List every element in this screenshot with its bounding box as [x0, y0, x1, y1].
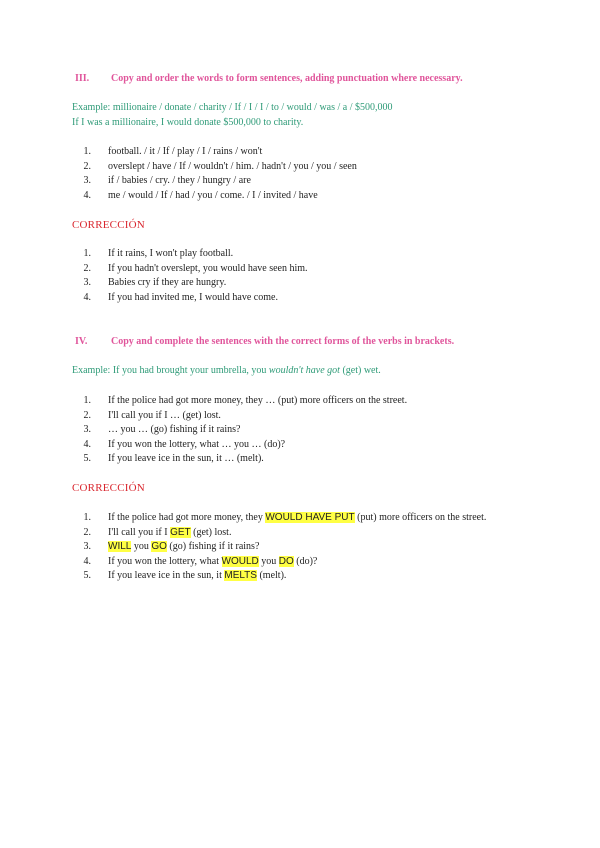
- highlighted-answer: GO: [151, 541, 167, 553]
- list-item: [72, 174, 357, 189]
- list-item-text: overslept / have / If / wouldn't / him. / hadn't / you / you / seen: [108, 160, 357, 172]
- section-3-title: [75, 73, 463, 84]
- answer-text: (go) fishing if it rains?: [166, 541, 260, 553]
- list-item-number: 2.: [83, 160, 91, 172]
- list-item-number: 1.: [83, 248, 91, 259]
- section-4-example: [72, 365, 381, 376]
- section-3-example-prompt: Example: millionaire / donate / charity / If / I / I / to / would / was / a / $500,000: [72, 102, 393, 113]
- answer-text: you: [258, 555, 279, 567]
- list-item-text: … you … (go) fishing if it rains?: [108, 424, 241, 436]
- list-item: [72, 160, 357, 175]
- section-4-example-prefix: Example: If you had brought your umbrella, you: [72, 365, 269, 376]
- list-item-text: if / babies / cry. / they / hungry / are: [108, 175, 251, 187]
- list-item: [72, 247, 308, 262]
- list-item-number: 3.: [83, 277, 91, 289]
- highlighted-answer: MELTS: [224, 570, 257, 582]
- list-item-text: If you won the lottery, what … you … (do)?: [108, 438, 286, 450]
- list-item-number: 2.: [83, 262, 91, 274]
- section-3-correccion-heading: CORRECCIÓN: [72, 219, 145, 231]
- section-3-number: III.: [75, 73, 90, 84]
- list-item: [72, 452, 407, 467]
- highlighted-answer: WILL: [108, 541, 132, 553]
- list-item-text: If you had invited me, I would have come.: [108, 291, 278, 303]
- list-item-number: 3.: [83, 424, 91, 436]
- list-item-number: 2.: [83, 526, 91, 538]
- section-4-example-suffix: (get) wet.: [339, 365, 381, 376]
- list-item: [72, 569, 486, 584]
- list-item-text: If you leave ice in the sun, it … (melt).: [108, 453, 264, 465]
- list-item: [72, 145, 357, 160]
- section-3-instruction: Copy and order the words to form sentences, adding punctuation where necessary.: [111, 73, 463, 84]
- list-item: [72, 189, 357, 204]
- list-item-number: 5.: [83, 453, 91, 465]
- answer-text: If you leave ice in the sun, it: [108, 570, 225, 582]
- list-item: [72, 394, 407, 409]
- list-item-number: 4.: [83, 438, 91, 450]
- answer-text: If you won the lottery, what: [108, 555, 222, 567]
- highlighted-answer: DO: [278, 555, 294, 567]
- list-item-text: If you hadn't overslept, you would have seen him.: [108, 262, 308, 274]
- section-3-exercise-list: [72, 145, 357, 203]
- section-4-answer-list: [72, 511, 486, 584]
- answer-text: If the police had got more money, they: [108, 512, 266, 523]
- highlighted-answer: WOULD HAVE PUT: [265, 512, 355, 523]
- list-item-number: 4.: [83, 555, 91, 567]
- list-item-number: 1.: [83, 395, 91, 406]
- section-4-number: IV.: [75, 336, 88, 347]
- list-item-number: 3.: [83, 175, 91, 187]
- section-4-exercise-list: [72, 394, 407, 467]
- list-item: [72, 291, 308, 306]
- list-item: [72, 511, 486, 526]
- list-item-text: If the police had got more money, they … (put) more officers on the street.: [108, 395, 408, 406]
- list-item-number: 4.: [83, 189, 91, 201]
- answer-text: (get) lost.: [190, 526, 232, 538]
- list-item-text: Babies cry if they are hungry.: [108, 277, 227, 289]
- list-item: [72, 409, 407, 424]
- answer-text: I'll call you if I: [108, 526, 171, 538]
- answer-text: (melt).: [256, 570, 287, 582]
- highlighted-answer: WOULD: [221, 555, 259, 567]
- list-item: [72, 526, 486, 541]
- answer-text: (put) more officers on the street.: [354, 512, 487, 523]
- list-item-text: I'll call you if I … (get) lost.: [108, 409, 221, 421]
- list-item-number: 3.: [83, 541, 91, 553]
- section-3-answer-list: [72, 247, 308, 305]
- list-item-number: 1.: [83, 146, 91, 157]
- answer-text: (do)?: [293, 555, 318, 567]
- section-4-title: [75, 336, 454, 347]
- list-item: [72, 423, 407, 438]
- list-item-number: 1.: [83, 512, 91, 523]
- list-item: [72, 276, 308, 291]
- list-item-number: 2.: [83, 409, 91, 421]
- section-3-example-answer: If I was a millionaire, I would donate $500,000 to charity.: [72, 117, 304, 128]
- section-4-example-italic: wouldn't have got: [268, 365, 340, 376]
- list-item: [72, 555, 486, 570]
- section-4-instruction: Copy and complete the sentences with the correct forms of the verbs in brackets.: [111, 336, 455, 347]
- list-item: [72, 262, 308, 277]
- list-item-text: If it rains, I won't play football.: [108, 248, 234, 259]
- list-item-text: football. / it / If / play / I / rains / won't: [108, 146, 263, 157]
- answer-text: you: [131, 541, 152, 553]
- list-item: [72, 438, 407, 453]
- list-item-number: 4.: [83, 291, 91, 303]
- list-item-number: 5.: [83, 570, 91, 582]
- list-item: [72, 540, 486, 555]
- highlighted-answer: GET: [170, 526, 191, 538]
- section-4-correccion-heading: CORRECCIÓN: [72, 482, 145, 494]
- list-item-text: me / would / If / had / you / come. / I / invited / have: [108, 189, 318, 201]
